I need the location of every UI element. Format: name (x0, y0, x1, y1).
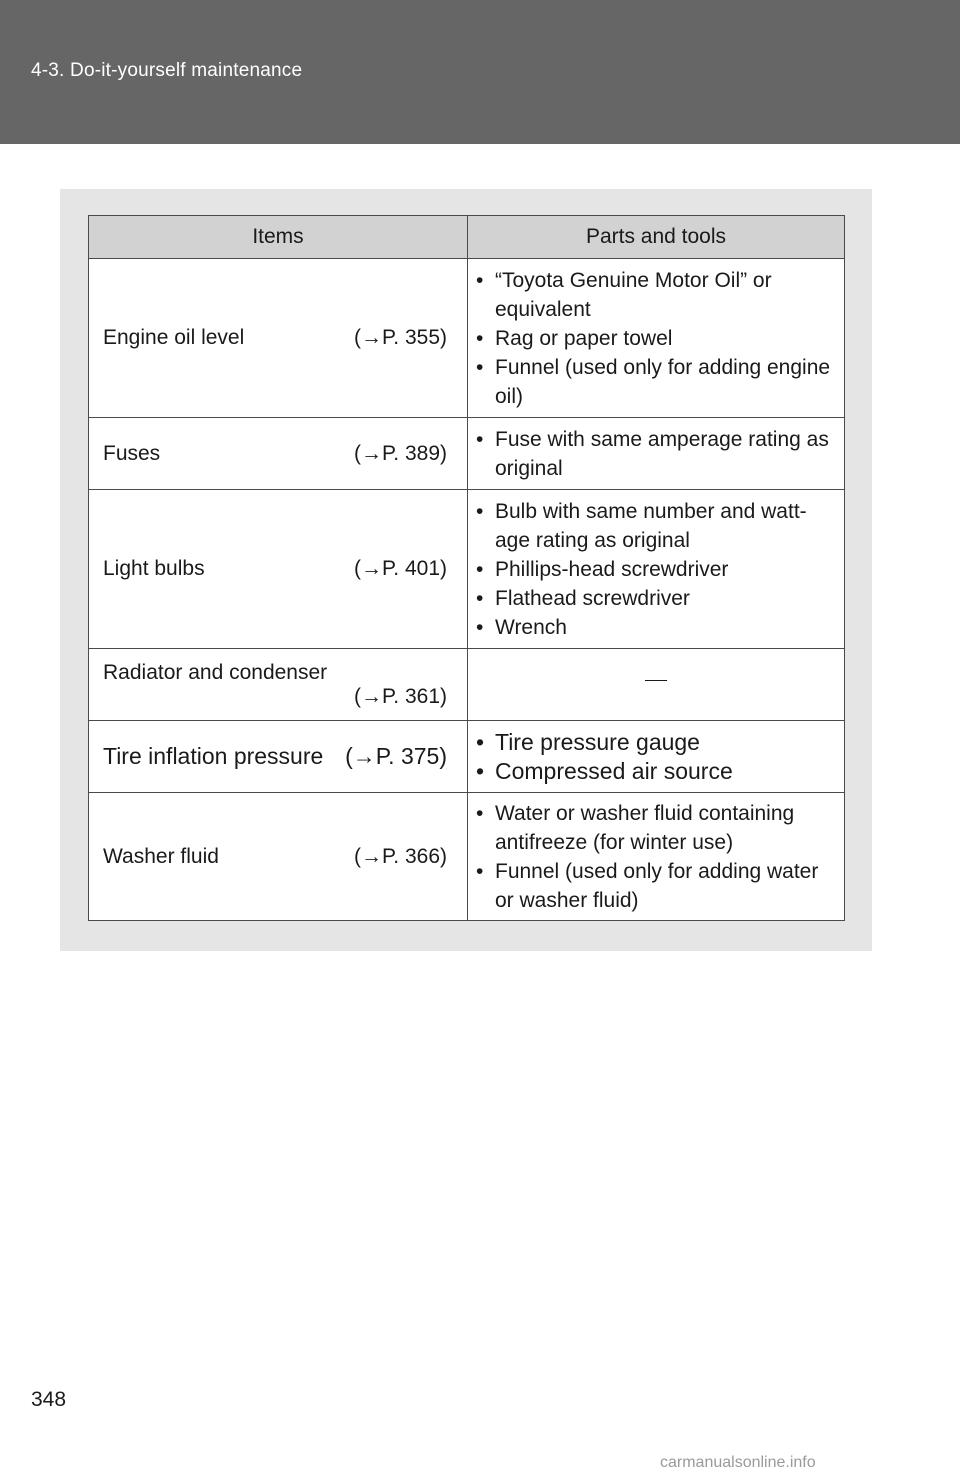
item-cell (89, 721, 468, 793)
parts-cell-empty (468, 649, 845, 721)
list-item: • Funnel (used only for adding water or washer fluid) (476, 857, 838, 915)
section-title: 4-3. Do-it-yourself maintenance (31, 60, 303, 81)
list-item: • Phillips-head screwdriver (476, 555, 838, 584)
item-name: Fuses (103, 441, 161, 465)
list-item: • Rag or paper towel (476, 324, 838, 353)
parts-list (476, 497, 838, 642)
list-item: • Fuse with same amperage rating as original (476, 425, 838, 483)
header-bar (0, 0, 960, 144)
parts-cell (468, 418, 845, 490)
item-cell (89, 259, 468, 418)
empty-dash (645, 680, 667, 681)
item-cell (89, 793, 468, 921)
parts-cell (468, 490, 845, 649)
page-reference: (→P. 355) (354, 326, 447, 349)
parts-list (476, 728, 838, 786)
list-item: • Water or washer fluid containing antifreeze (for winter use) (476, 799, 838, 857)
parts-list (476, 799, 838, 915)
item-cell (89, 418, 468, 490)
page-reference: (→P. 401) (354, 557, 447, 580)
item-name: Tire inflation pressure (103, 743, 324, 769)
parts-list (476, 266, 838, 411)
list-item: • Compressed air source (476, 757, 838, 786)
list-item: • Flathead screwdriver (476, 584, 838, 613)
column-header-parts: Parts and tools (468, 216, 845, 259)
table-row (89, 259, 845, 418)
parts-cell (468, 721, 845, 793)
page-number: 348 (31, 1388, 67, 1411)
page-reference: (→P. 361) (354, 684, 447, 708)
item-name: Engine oil level (103, 326, 245, 349)
list-item: • “Toyota Genuine Motor Oil” or equivalent (476, 266, 838, 324)
maintenance-table (88, 215, 845, 921)
page-reference: (→P. 375) (345, 743, 447, 769)
table-row (89, 793, 845, 921)
list-item: • Bulb with same number and watt-age rating as original (476, 497, 838, 555)
table-row (89, 490, 845, 649)
table-row (89, 649, 845, 721)
item-cell (89, 490, 468, 649)
parts-cell (468, 259, 845, 418)
watermark: carmanualsonline.info (660, 1454, 816, 1471)
list-item: • Funnel (used only for adding engine oil) (476, 353, 838, 411)
list-item: • Tire pressure gauge (476, 728, 838, 757)
page-reference: (→P. 389) (354, 441, 447, 465)
item-name: Radiator and condenser (103, 660, 328, 684)
table-row (89, 418, 845, 490)
table-header-row (89, 216, 845, 259)
item-name: Light bulbs (103, 557, 205, 580)
parts-list (476, 425, 838, 483)
item-cell (89, 649, 468, 721)
parts-cell (468, 793, 845, 921)
table-row (89, 721, 845, 793)
column-header-items: Items (89, 216, 468, 259)
item-name: Washer fluid (103, 844, 219, 868)
list-item: • Wrench (476, 613, 838, 642)
page-reference: (→P. 366) (354, 844, 447, 868)
